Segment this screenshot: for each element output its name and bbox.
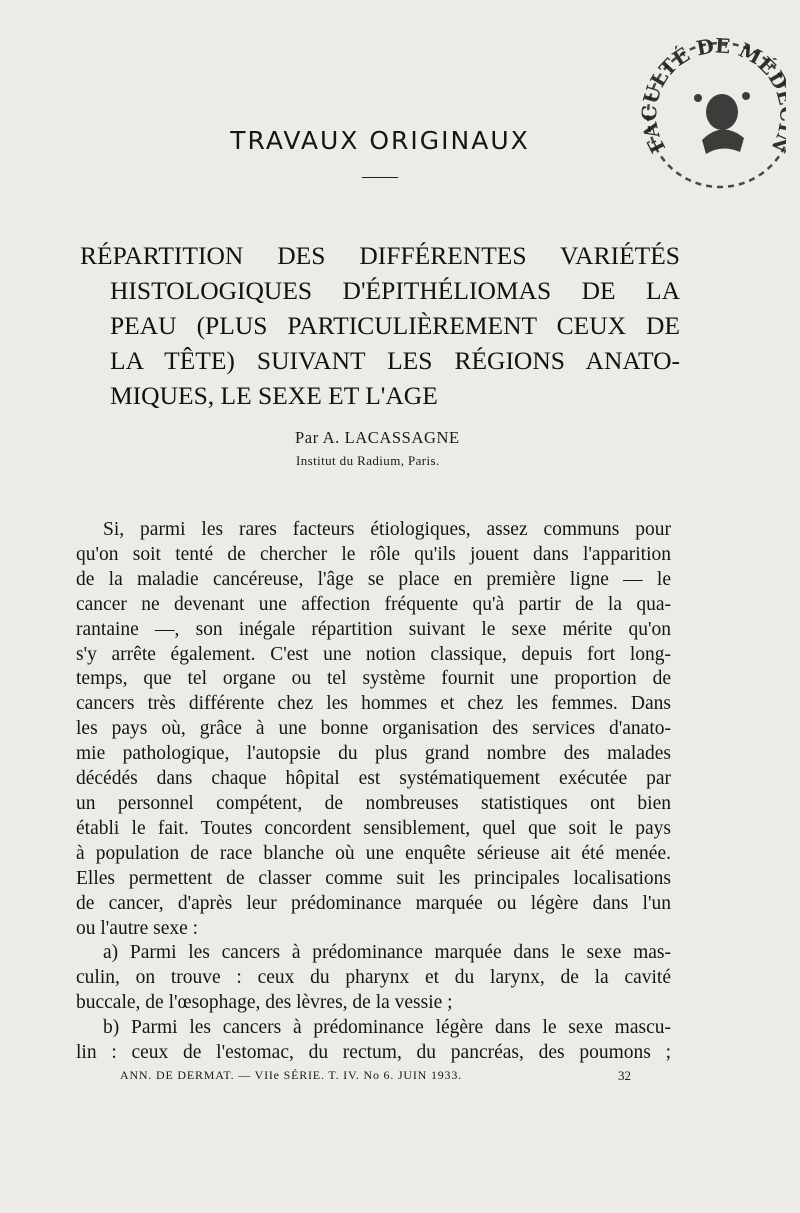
title-line: LA TÊTE) SUIVANT LES RÉGIONS ANATO-: [110, 346, 680, 375]
body-line: buccale, de l'œsophage, des lèvres, de la vessie ;: [76, 992, 453, 1014]
body-line: un personnel compétent, de nombreuses statistiques ont bien: [76, 792, 671, 814]
page-number: 32: [618, 1068, 631, 1083]
section-title: TRAVAUX ORIGINAUX: [230, 126, 530, 155]
body-line: rantaine —, son inégale répartition suivant le sexe mérite qu'on: [76, 618, 671, 640]
body-line: de la maladie cancéreuse, l'âge se place en première ligne — le: [76, 568, 671, 590]
author-line: Par A. LACASSAGNE: [295, 428, 460, 447]
body-text: [76, 518, 671, 1066]
body-line: s'y arrête également. C'est une notion classique, depuis fort long-: [76, 643, 671, 665]
library-stamp: [636, 20, 786, 195]
title-line: PEAU (PLUS PARTICULIÈREMENT CEUX DE: [110, 311, 680, 340]
body-line: ou l'autre sexe :: [76, 917, 199, 939]
body-line: de cancer, d'après leur prédominance marquée ou légère dans l'un: [76, 892, 671, 914]
body-line: cancer ne devenant une affection fréquente qu'à partir de la qua-: [76, 593, 671, 615]
body-line: culin, on trouve : ceux du pharynx et du larynx, de la cavité: [76, 967, 671, 989]
body-line: temps, que tel organe ou tel système fournit une proportion de: [76, 668, 671, 690]
title-line: HISTOLOGIQUES D'ÉPITHÉLIOMAS DE LA: [110, 276, 680, 305]
body-line: lin : ceux de l'estomac, du rectum, du pancréas, des poumons ;: [76, 1042, 671, 1064]
title-divider: [362, 177, 398, 178]
journal-citation: ANN. DE DERMAT. — VIIe SÉRIE. T. IV. No 6. JUIN 1933.: [120, 1068, 462, 1082]
article-title: [80, 238, 680, 413]
body-line: établi le fait. Toutes concordent sensiblement, quel que soit le pays: [76, 817, 671, 839]
body-line: décédés dans chaque hôpital est systématiquement exécutée par: [76, 768, 671, 790]
title-line: MIQUES, LE SEXE ET L'AGE: [110, 381, 438, 410]
body-line: mie pathologique, l'autopsie du plus grand nombre des malades: [76, 743, 671, 765]
title-line: RÉPARTITION DES DIFFÉRENTES VARIÉTÉS: [80, 241, 680, 270]
library-stamp-graphic: [636, 20, 786, 195]
body-line: b) Parmi les cancers à prédominance légère dans le sexe mascu-: [103, 1017, 671, 1039]
body-line: les pays où, grâce à une bonne organisation des services d'anato-: [76, 718, 671, 740]
stamp-text: FACULTÉ DE MÉ: [637, 33, 781, 157]
body-line: qu'on soit tenté de chercher le rôle qu'ils jouent dans l'apparition: [76, 543, 671, 565]
body-line: cancers très différente chez les hommes et chez les femmes. Dans: [76, 693, 671, 715]
body-line: à population de race blanche où une enquête sérieuse ait été menée.: [76, 842, 671, 864]
body-line: Elles permettent de classer comme suit les principales localisations: [76, 867, 671, 889]
body-line: a) Parmi les cancers à prédominance marquée dans le sexe mas-: [103, 942, 671, 964]
body-line: Si, parmi les rares facteurs étiologiques, assez communs pour: [103, 519, 671, 540]
author-institution: Institut du Radium, Paris.: [296, 453, 440, 468]
